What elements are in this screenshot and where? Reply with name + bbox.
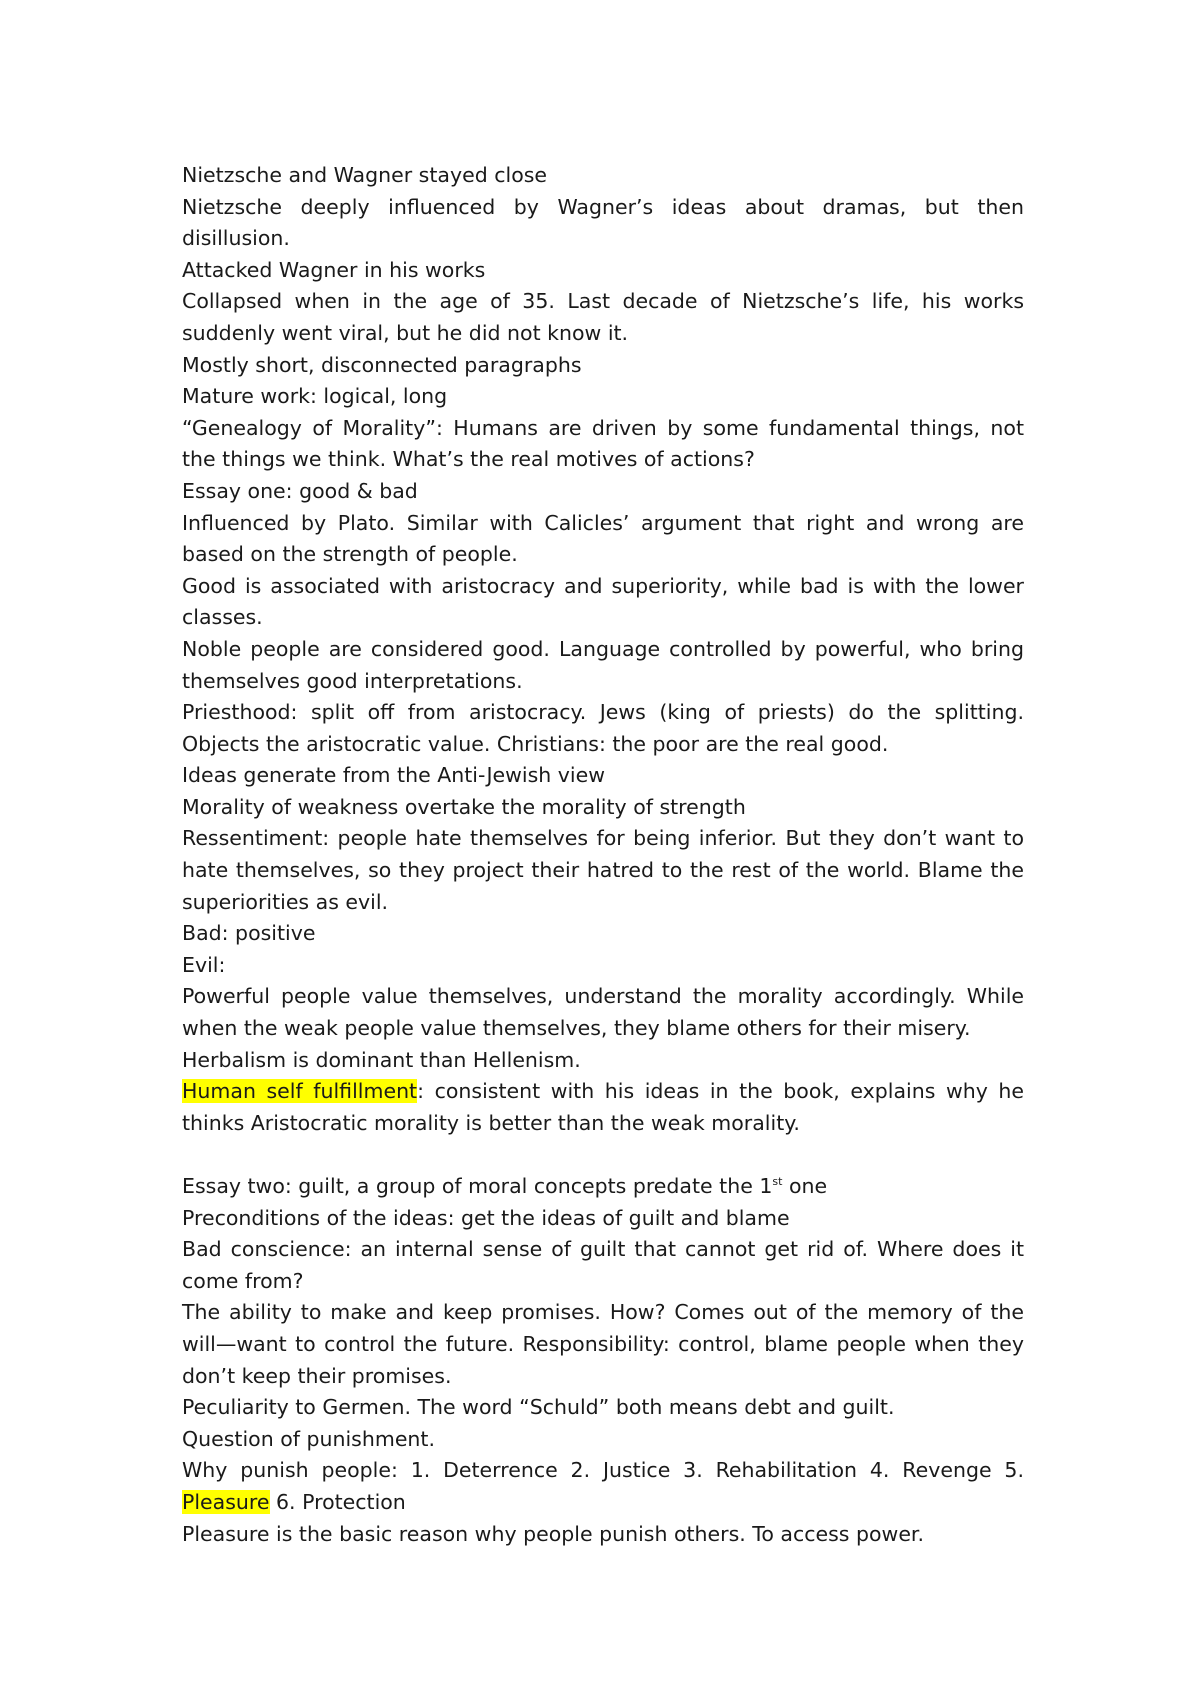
highlighted-text: Human self fulfillment: [182, 1079, 418, 1104]
paragraph: Preconditions of the ideas: get the ideas of guilt and blame: [182, 1205, 790, 1230]
paragraph: Bad: positive: [182, 921, 316, 946]
paragraph-text-end: 6. Protection: [269, 1489, 406, 1514]
paragraph: Question of punishment.: [182, 1426, 435, 1451]
highlighted-text: Pleasure: [182, 1489, 270, 1514]
paragraph: “Genealogy of Morality”: Humans are driven by some fundamental things, not the things we think. What’s the real motives of actions?: [182, 415, 1024, 472]
blank-line: [182, 1139, 1024, 1171]
essay-one-heading: Essay one: good & bad: [182, 478, 418, 503]
paragraph: Good is associated with aristocracy and superiority, while bad is with the lower classes.: [182, 573, 1024, 630]
paragraph: Ressentiment: people hate themselves for being inferior. But they don’t want to hate themselves, so they project their hatred to the rest of the world. Blame the superiorities as evil.: [182, 826, 1024, 914]
paragraph: Herbalism is dominant than Hellenism.: [182, 1047, 581, 1072]
paragraph: Influenced by Plato. Similar with Calicles’ argument that right and wrong are based on the strength of people.: [182, 510, 1024, 567]
paragraph: Morality of weakness overtake the morality of strength: [182, 794, 746, 819]
essay-two-text: Essay two: guilt, a group of moral concepts predate the 1: [182, 1174, 773, 1198]
paragraph: Peculiarity to Germen. The word “Schuld” both means debt and guilt.: [182, 1395, 895, 1420]
punishment-reasons-paragraph: [182, 1455, 1024, 1518]
paragraph: Attacked Wagner in his works: [182, 257, 486, 282]
paragraph: Mostly short, disconnected paragraphs: [182, 352, 582, 377]
paragraph: Bad conscience: an internal sense of guilt that cannot get rid of. Where does it come from?: [182, 1237, 1024, 1293]
paragraph: Evil:: [182, 952, 226, 977]
document-page: [182, 160, 1024, 1550]
paragraph: Pleasure is the basic reason why people punish others. To access power.: [182, 1521, 924, 1546]
paragraph: Mature work: logical, long: [182, 384, 448, 409]
paragraph-rest: : consistent with his ideas in the book, explains why he thinks Aristocratic morality is better than the weak morality.: [182, 1079, 1025, 1135]
superscript: st: [772, 1175, 783, 1189]
paragraph: Ideas generate from the Anti-Jewish view: [182, 763, 606, 788]
paragraph: Noble people are considered good. Language controlled by powerful, who bring themselves good interpretations.: [182, 636, 1024, 693]
paragraph: Collapsed when in the age of 35. Last decade of Nietzsche’s life, his works suddenly went viral, but he did not know it.: [182, 289, 1024, 345]
paragraph: Priesthood: split off from aristocracy. Jews (king of priests) do the splitting. Objects the aristocratic value. Christians: the poor are the real good.: [182, 700, 1024, 756]
highlighted-paragraph: [182, 1076, 1024, 1139]
paragraph: Powerful people value themselves, understand the morality accordingly. While when the weak people value themselves, they blame others for their misery.: [182, 984, 1024, 1041]
paragraph: Nietzsche deeply influenced by Wagner’s ideas about dramas, but then disillusion.: [182, 194, 1024, 251]
paragraph: The ability to make and keep promises. How? Comes out of the memory of the will—want to control the future. Responsibility: control, blame people when they don’t keep their promises.: [182, 1300, 1024, 1388]
paragraph: Nietzsche and Wagner stayed close: [182, 163, 548, 187]
paragraph-text: Why punish people: 1. Deterrence 2. Justice 3. Rehabilitation 4. Revenge 5.: [182, 1458, 1024, 1483]
essay-two-text-end: one: [782, 1174, 828, 1198]
essay-two-heading: [182, 1171, 1024, 1203]
